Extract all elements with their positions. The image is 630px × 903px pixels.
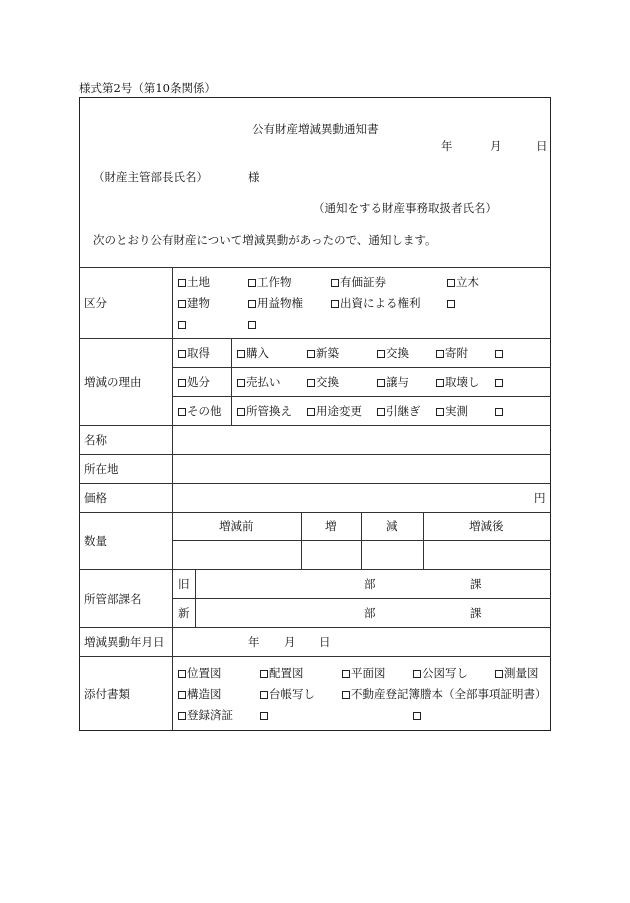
reason-option[interactable]: 寄附 (436, 346, 468, 360)
attachment-option[interactable]: 登録済証 (178, 708, 233, 722)
checkbox-icon (495, 379, 503, 387)
checkbox-icon (495, 670, 503, 678)
attachment-option[interactable]: 配置図 (260, 666, 304, 680)
reason-option[interactable]: 所管換え (237, 404, 292, 418)
checkbox-icon (331, 279, 339, 287)
department-label: 所管部課名 (84, 592, 142, 606)
change-date-month: 月 (284, 635, 296, 649)
price-label: 価格 (84, 491, 107, 505)
checkbox-icon (237, 408, 245, 416)
label-column-divider (172, 267, 173, 731)
quantity-header-after: 増減後 (469, 519, 504, 533)
checkbox-icon (178, 300, 186, 308)
attachment-option[interactable] (413, 708, 422, 722)
department-new-label: 新 (178, 606, 190, 620)
quantity-label: 数量 (84, 534, 107, 548)
checkbox-icon (248, 279, 256, 287)
checkbox-icon (178, 712, 186, 720)
checkbox-icon (495, 408, 503, 416)
date-month-label: 月 (490, 139, 502, 153)
checkbox-icon (495, 350, 503, 358)
checkbox-icon (237, 350, 245, 358)
reason-label: 増減の理由 (84, 375, 142, 389)
attachment-option[interactable]: 台帳写し (260, 687, 315, 701)
reason-option[interactable]: 取壊し (436, 375, 480, 389)
department-new-bu: 部 (364, 606, 376, 620)
rule (79, 454, 551, 455)
checkbox-icon (307, 408, 315, 416)
attachment-option[interactable]: 測量図 (495, 666, 539, 680)
rule (172, 396, 551, 397)
reason-option[interactable]: 引継ぎ (377, 404, 421, 418)
sender-label: （通知をする財産事務取扱者氏名） (313, 201, 497, 215)
category-option-securities[interactable]: 有価証券 (331, 275, 386, 289)
category-option-investment[interactable]: 出資による権利 (331, 296, 421, 310)
reason-option[interactable]: 処分 (178, 375, 210, 389)
addressee-honorific: 様 (248, 170, 260, 184)
attachment-option[interactable] (260, 708, 269, 722)
rule (79, 627, 551, 628)
checkbox-icon (377, 408, 385, 416)
category-option-usufruct[interactable]: 用益物権 (248, 296, 303, 310)
checkbox-icon (260, 712, 268, 720)
quantity-header-increase: 増 (325, 519, 337, 533)
rule (195, 569, 196, 627)
form-number: 様式第2号（第10条関係） (79, 81, 216, 95)
checkbox-icon (436, 408, 444, 416)
checkbox-icon (413, 670, 421, 678)
addressee-name-label: （財産主管部長氏名） (93, 170, 208, 184)
checkbox-icon (447, 300, 455, 308)
checkbox-icon (260, 670, 268, 678)
rule (79, 483, 551, 484)
attachment-option[interactable]: 不動産登記簿謄本（全部事項証明書） (342, 687, 547, 701)
reason-option[interactable]: 用途変更 (307, 404, 362, 418)
category-option-blank[interactable] (447, 296, 456, 310)
attachment-option[interactable]: 公図写し (413, 666, 468, 680)
change-date-day: 日 (319, 635, 331, 649)
rule (361, 512, 362, 569)
checkbox-icon (260, 691, 268, 699)
category-label: 区分 (84, 296, 107, 310)
rule (79, 512, 551, 513)
quantity-header-before: 増減前 (219, 519, 254, 533)
reason-option[interactable]: 購入 (237, 346, 269, 360)
reason-option[interactable] (495, 375, 504, 389)
location-label: 所在地 (84, 462, 119, 476)
checkbox-icon (178, 379, 186, 387)
rule (79, 338, 551, 339)
category-option-structure[interactable]: 工作物 (248, 275, 292, 289)
intro-text: 次のとおり公有財産について増減異動があったので、通知します。 (93, 233, 437, 247)
checkbox-icon (178, 321, 186, 329)
date-year-label: 年 (441, 139, 453, 153)
rule (231, 338, 232, 425)
reason-option[interactable]: その他 (178, 404, 222, 418)
checkbox-icon (447, 279, 455, 287)
checkbox-icon (248, 321, 256, 329)
reason-option[interactable]: 譲与 (377, 375, 409, 389)
form-title: 公有財産増減異動通知書 (252, 122, 379, 136)
department-old-bu: 部 (364, 577, 376, 591)
checkbox-icon (178, 279, 186, 287)
rule (79, 569, 551, 570)
reason-option[interactable] (495, 346, 504, 360)
checkbox-icon (307, 379, 315, 387)
checkbox-icon (178, 350, 186, 358)
reason-option[interactable]: 交換 (377, 346, 409, 360)
name-label: 名称 (84, 433, 107, 447)
rule (79, 656, 551, 657)
reason-option[interactable]: 売払い (237, 375, 281, 389)
checkbox-icon (377, 350, 385, 358)
reason-option[interactable]: 新築 (307, 346, 339, 360)
price-unit: 円 (534, 491, 546, 505)
date-day-label: 日 (536, 139, 548, 153)
category-option-building[interactable]: 建物 (178, 296, 210, 310)
rule (172, 598, 551, 599)
rule (301, 512, 302, 569)
attachment-option[interactable]: 構造図 (178, 687, 222, 701)
checkbox-icon (178, 670, 186, 678)
department-old-ka: 課 (470, 577, 482, 591)
category-option-timber[interactable]: 立木 (447, 275, 479, 289)
checkbox-icon (248, 300, 256, 308)
department-old-label: 旧 (178, 577, 190, 591)
quantity-header-decrease: 減 (386, 519, 398, 533)
category-option-blank[interactable] (248, 317, 257, 331)
category-option-blank[interactable] (178, 317, 187, 331)
checkbox-icon (331, 300, 339, 308)
rule (172, 367, 551, 368)
reason-option[interactable]: 実測 (436, 404, 468, 418)
department-new-ka: 課 (470, 606, 482, 620)
reason-option[interactable]: 取得 (178, 346, 210, 360)
checkbox-icon (178, 408, 186, 416)
checkbox-icon (342, 670, 350, 678)
reason-option[interactable] (495, 404, 504, 418)
checkbox-icon (237, 379, 245, 387)
rule (423, 512, 424, 569)
attachment-option[interactable]: 平面図 (342, 666, 386, 680)
attachment-option[interactable]: 位置図 (178, 666, 222, 680)
change-date-label: 増減異動年月日 (84, 635, 165, 649)
reason-option[interactable]: 交換 (307, 375, 339, 389)
checkbox-icon (307, 350, 315, 358)
checkbox-icon (178, 691, 186, 699)
attachments-label: 添付書類 (84, 687, 130, 701)
rule (79, 267, 551, 268)
change-date-year: 年 (248, 635, 260, 649)
checkbox-icon (436, 350, 444, 358)
checkbox-icon (377, 379, 385, 387)
checkbox-icon (413, 712, 421, 720)
rule (79, 425, 551, 426)
category-option-land[interactable]: 土地 (178, 275, 210, 289)
checkbox-icon (436, 379, 444, 387)
checkbox-icon (342, 691, 350, 699)
